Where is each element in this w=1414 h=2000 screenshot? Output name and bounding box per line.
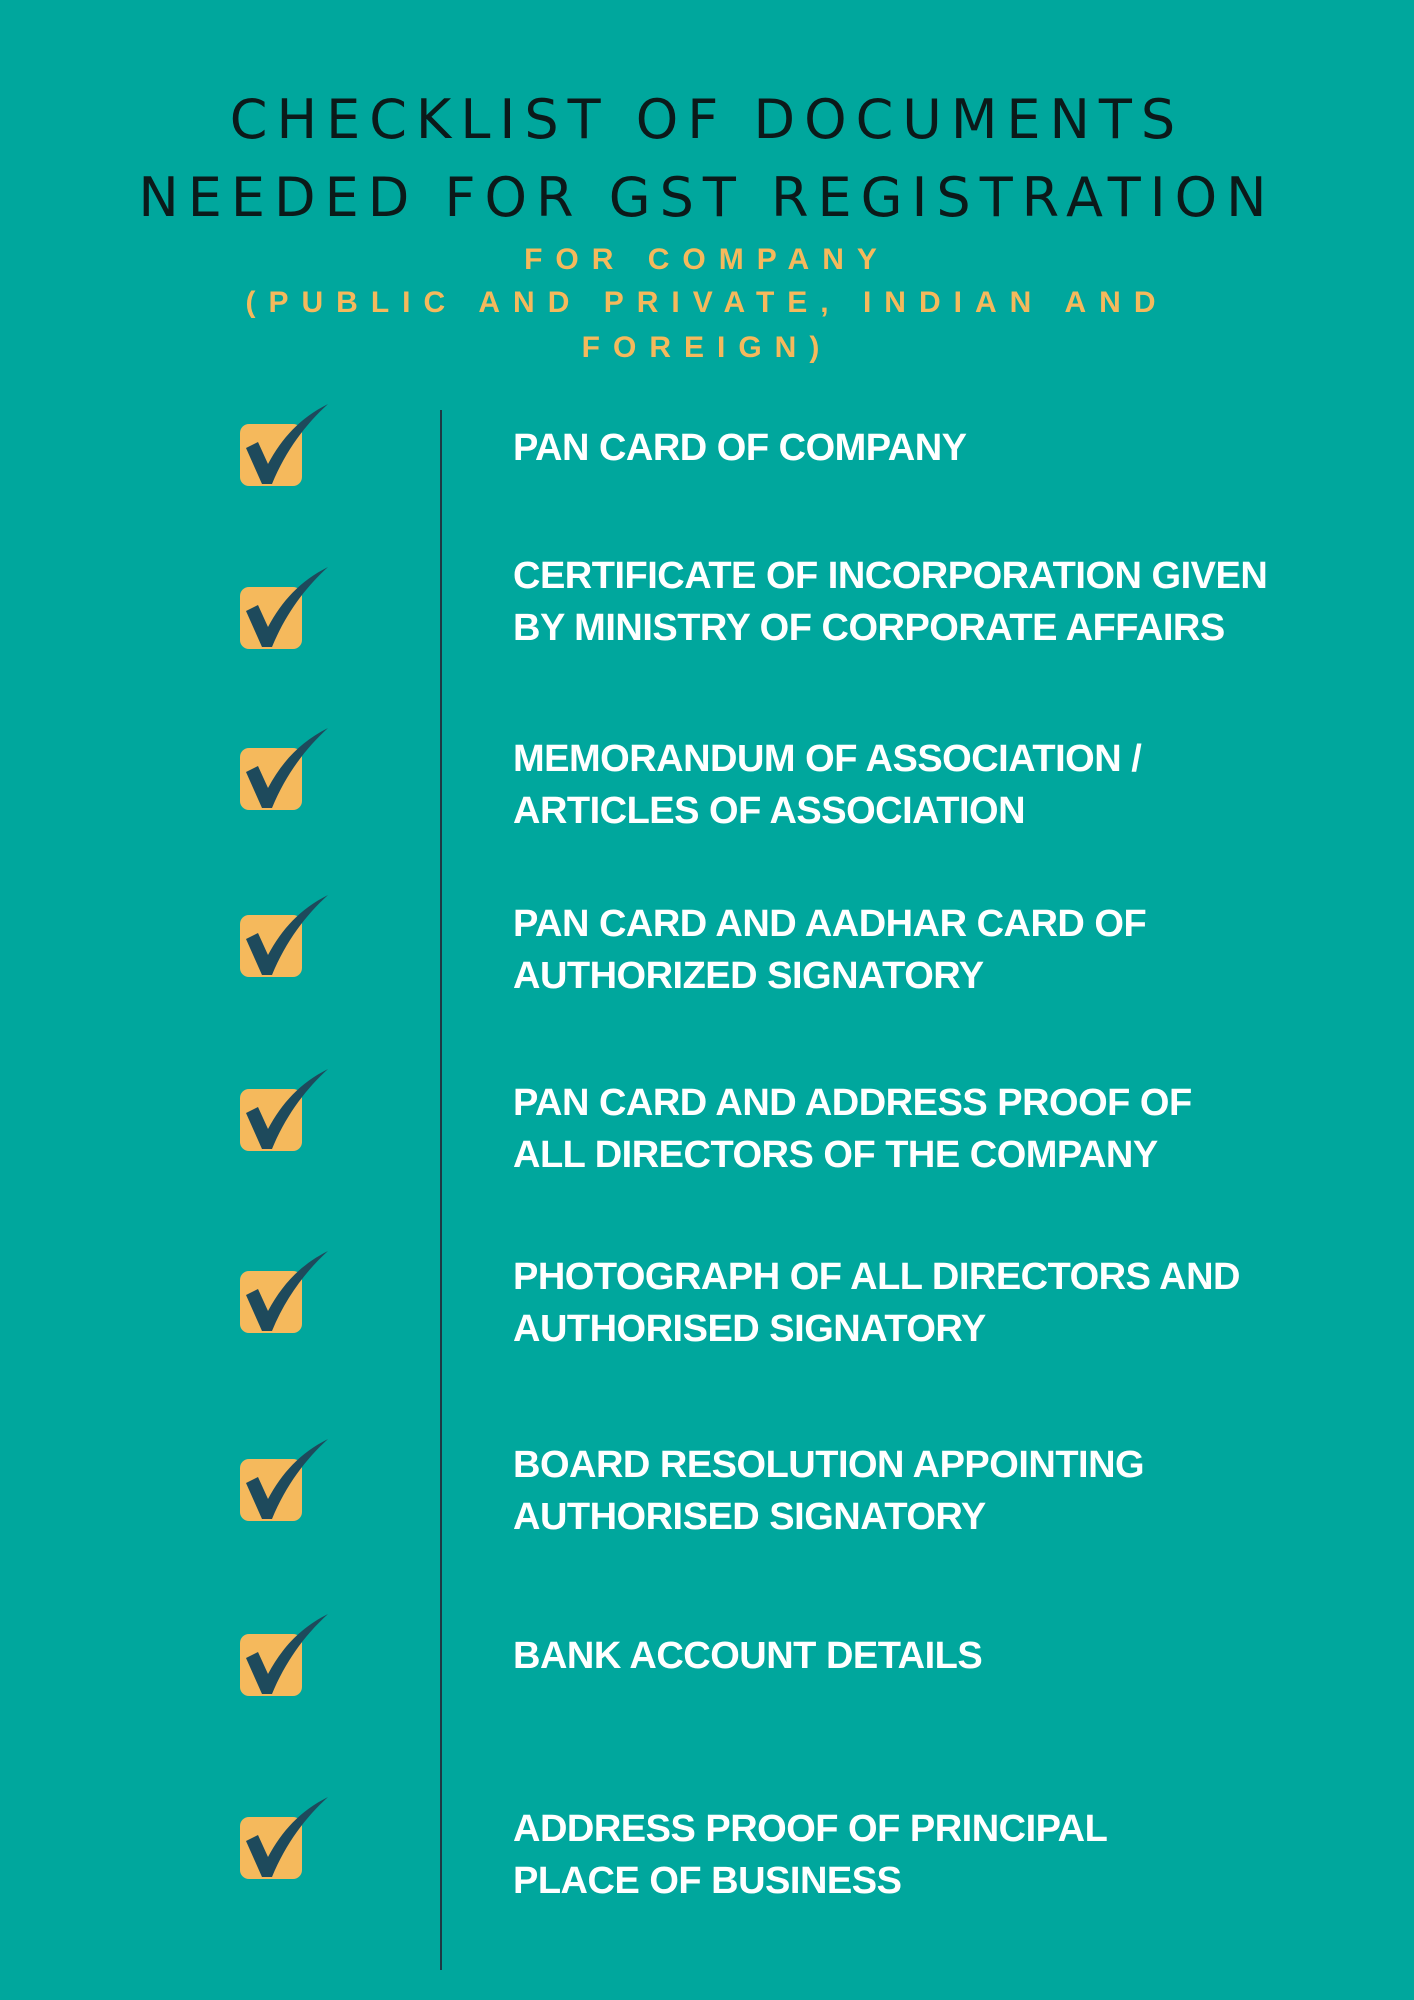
checklist-item-line-2: ARTICLES OF ASSOCIATION bbox=[513, 790, 1026, 832]
checklist-item-line-1: PAN CARD OF COMPANY bbox=[513, 427, 967, 469]
checklist-item-line-1: PAN CARD AND ADDRESS PROOF OF bbox=[513, 1082, 1192, 1124]
checkbox-checked-icon bbox=[238, 565, 330, 657]
checklist-item-line-2: AUTHORISED SIGNATORY bbox=[513, 1496, 986, 1538]
checkbox-checked-icon bbox=[238, 1795, 330, 1887]
checkbox-checked-icon bbox=[238, 1249, 330, 1341]
checklist-item-line-1: PAN CARD AND AADHAR CARD OF bbox=[513, 903, 1147, 945]
checklist-item-line-2: PLACE OF BUSINESS bbox=[513, 1860, 902, 1902]
checklist-item-text bbox=[513, 550, 1393, 654]
checklist-item-text bbox=[513, 422, 1393, 474]
checkbox-checked-icon bbox=[238, 726, 330, 818]
checklist-item-line-1: ADDRESS PROOF OF PRINCIPAL bbox=[513, 1808, 1108, 1850]
checklist-item-text bbox=[513, 1251, 1393, 1355]
page-title-line-2: NEEDED FOR GST REGISTRATION bbox=[138, 166, 1276, 229]
checkbox-checked-icon bbox=[238, 1437, 330, 1529]
checkbox-checked-icon bbox=[238, 1067, 330, 1159]
subtitle-line-1: FOR COMPANY bbox=[524, 243, 890, 276]
checklist-item-text bbox=[513, 1630, 1393, 1682]
checklist-item-line-2: ALL DIRECTORS OF THE COMPANY bbox=[513, 1134, 1158, 1176]
vertical-divider bbox=[440, 410, 442, 1970]
page-title-line-1: CHECKLIST OF DOCUMENTS bbox=[229, 88, 1185, 151]
checkbox-checked-icon bbox=[238, 893, 330, 985]
checklist-item-text bbox=[513, 1077, 1393, 1181]
checklist-item-line-1: BOARD RESOLUTION APPOINTING bbox=[513, 1444, 1145, 1486]
checklist-item-line-2: AUTHORISED SIGNATORY bbox=[513, 1308, 986, 1350]
subtitle-line-2: (PUBLIC AND PRIVATE, INDIAN AND bbox=[245, 286, 1169, 319]
checklist-item-text bbox=[513, 733, 1393, 837]
checklist-item-text bbox=[513, 898, 1393, 1002]
checklist-item-text bbox=[513, 1439, 1393, 1543]
checklist-item-line-1: PHOTOGRAPH OF ALL DIRECTORS AND bbox=[513, 1256, 1240, 1298]
checklist-item-line-1: MEMORANDUM OF ASSOCIATION / bbox=[513, 738, 1142, 780]
checklist-item-line-2: BY MINISTRY OF CORPORATE AFFAIRS bbox=[513, 607, 1225, 649]
checklist-item-line-2: AUTHORIZED SIGNATORY bbox=[513, 955, 984, 997]
checklist-item-text bbox=[513, 1803, 1393, 1907]
subtitle-line-3: FOREIGN) bbox=[581, 331, 833, 364]
checkbox-checked-icon bbox=[238, 1612, 330, 1704]
checkbox-checked-icon bbox=[238, 402, 330, 494]
checklist-item-line-1: CERTIFICATE OF INCORPORATION GIVEN bbox=[513, 555, 1268, 597]
checklist-item-line-1: BANK ACCOUNT DETAILS bbox=[513, 1635, 983, 1677]
